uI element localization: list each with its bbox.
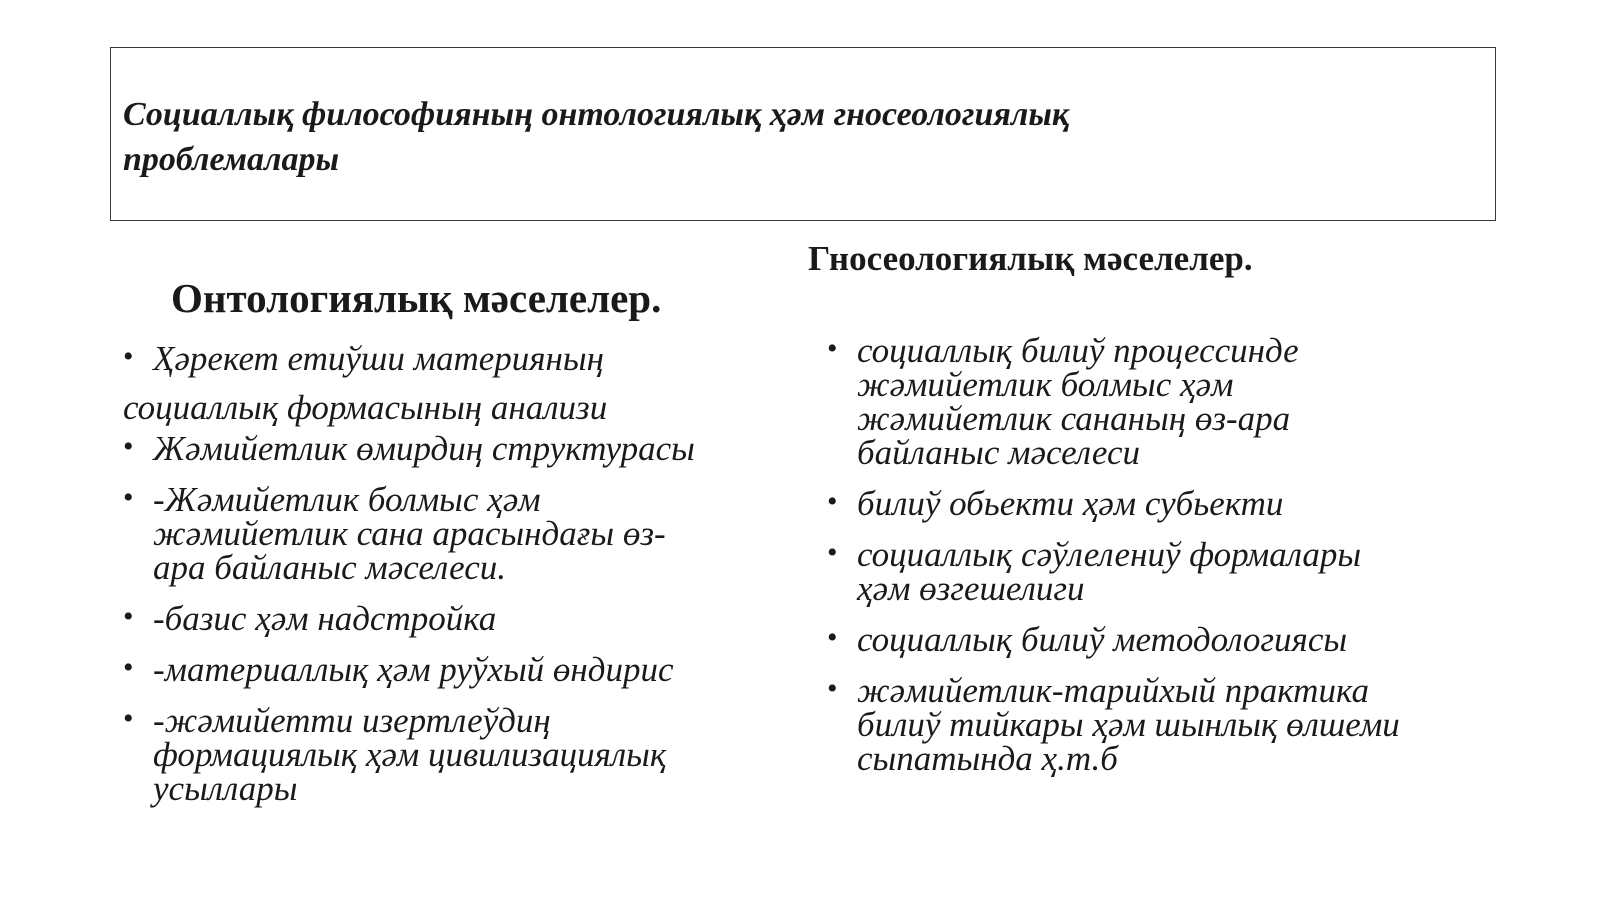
list-item-line: байланыс мәселеси xyxy=(857,433,1140,472)
list-item-line: -материаллық ҳәм руўхый өндирис xyxy=(153,650,674,689)
bullet-icon: • xyxy=(827,485,838,518)
bullet-icon: • xyxy=(123,481,134,514)
list-item-line: ҳәм өзгешелиги xyxy=(857,569,1085,608)
list-item-line: билиў обьекти ҳәм субьекти xyxy=(857,484,1284,523)
ontological-heading: Онтологиялық мәселелер. xyxy=(171,275,662,321)
list-item xyxy=(123,480,783,587)
bullet-icon: • xyxy=(123,340,134,373)
list-item xyxy=(123,429,783,468)
list-item-line: усыллары xyxy=(153,769,298,808)
slide-title xyxy=(123,92,1383,182)
bullet-icon: • xyxy=(123,702,134,735)
list-item-line: социаллық билиў процессинде xyxy=(857,331,1299,370)
slide-title-line: Социаллық философияның онтологиялық ҳәм гносеологиялық xyxy=(123,96,1070,133)
list-item-line: ара байланыс мәселеси. xyxy=(153,548,506,587)
bullet-icon: • xyxy=(827,621,838,654)
list-item-line: жәмийетлик болмыс ҳәм xyxy=(857,365,1234,404)
list-item-line: -Жәмийетлик болмыс ҳәм xyxy=(153,480,541,519)
slide-title-line: проблемалары xyxy=(123,141,340,178)
list-item-line: социаллық сәўлелениў формалары xyxy=(857,535,1362,574)
list-item-line: сыпатында ҳ.т.б xyxy=(857,739,1118,778)
list-item xyxy=(827,620,1527,659)
list-item-line: формациялық ҳәм цивилизациялық xyxy=(153,735,667,774)
list-item xyxy=(123,701,783,808)
list-item xyxy=(123,599,783,638)
list-item-line: социаллық билиў методологиясы xyxy=(857,620,1348,659)
list-item-line: -жәмийетти изертлеўдиң xyxy=(153,701,551,740)
list-item-line: Жәмийетлик өмирдиң структурасы xyxy=(153,429,695,468)
list-item xyxy=(827,535,1527,608)
list-item-line: социаллық формасының анализи xyxy=(123,388,608,427)
list-item-line: жәмийетлик сана арасындағы өз- xyxy=(153,514,666,553)
list-item xyxy=(123,650,783,689)
list-item-line: жәмийетлик-тарийхый практика xyxy=(857,671,1369,710)
list-item-line: Ҳәрекет етиўши материяның xyxy=(153,339,604,378)
gnoseological-list xyxy=(827,331,1527,793)
list-item xyxy=(827,671,1527,778)
bullet-icon: • xyxy=(827,672,838,705)
list-item-line: билиў тийкары ҳәм шынлық өлшеми xyxy=(857,705,1400,744)
bullet-icon: • xyxy=(123,651,134,684)
list-item-line: жәмийетлик сананың өз-ара xyxy=(857,399,1291,438)
gnoseological-heading: Гносеологиялық мәселелер. xyxy=(808,239,1253,278)
title-box xyxy=(110,47,1496,221)
list-item xyxy=(827,331,1527,472)
bullet-icon: • xyxy=(123,430,134,463)
bullet-icon: • xyxy=(827,332,838,365)
list-item xyxy=(827,484,1527,523)
list-item-line: -базис ҳәм надстройка xyxy=(153,599,497,638)
list-item xyxy=(123,334,783,432)
bullet-icon: • xyxy=(827,536,838,569)
bullet-icon: • xyxy=(123,600,134,633)
ontological-list xyxy=(123,334,783,823)
